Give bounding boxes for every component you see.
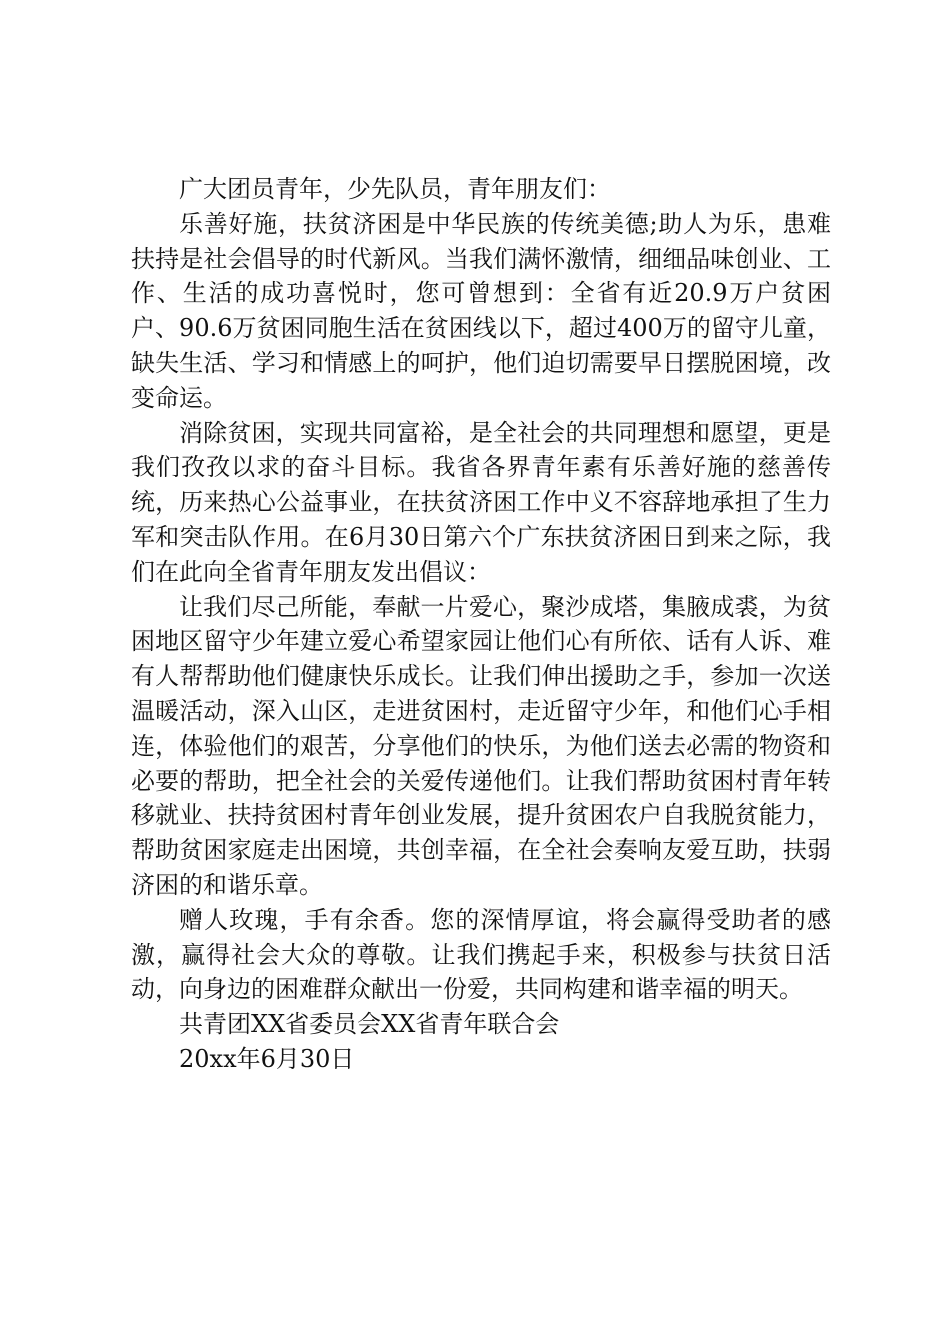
paragraph-1: 乐善好施，扶贫济困是中华民族的传统美德;助人为乐，患难扶持是社会倡导的时代新风。当我们满怀激情，细细品味创业、工作、生活的成功喜悦时，您可曾想到：全省有近20.9万户贫困户、90.6万贫困同胞生活在贫困线以下，超过400万的留守儿童，缺失生活、学习和情感上的呵护，他们迫切需要早日摆脱困境，改变命运。 — [131, 209, 831, 412]
paragraph-2: 消除贫困，实现共同富裕，是全社会的共同理想和愿望，更是我们孜孜以求的奋斗目标。我省各界青年素有乐善好施的慈善传统，历来热心公益事业，在扶贫济困工作中义不容辞地承担了生力军和突击队作用。在6月30日第六个广东扶贫济困日到来之际，我们在此向全省青年朋友发出倡议： — [131, 418, 831, 586]
date: 20xx年6月30日 — [179, 1044, 355, 1073]
signature: 共青团XX省委员会XX省青年联合会 — [179, 1010, 560, 1039]
paragraph-3: 让我们尽己所能，奉献一片爱心，聚沙成塔，集腋成裘，为贫困地区留守少年建立爱心希望家园让他们心有所依、话有人诉、难有人帮帮助他们健康快乐成长。让我们伸出援助之手，参加一次送温暖活动，深入山区，走进贫困村，走近留守少年，和他们心手相连，体验他们的艰苦，分享他们的快乐，为他们送去必需的物资和必要的帮助，把全社会的关爱传递他们。让我们帮助贫困村青年转移就业、扶持贫困村青年创业发展，提升贫困农户自我脱贫能力，帮助贫困家庭走出困境，共创幸福，在全社会奏响友爱互助，扶弱济困的和谐乐章。 — [131, 592, 831, 899]
salutation: 广大团员青年，少先队员，青年朋友们： — [179, 175, 611, 203]
document-body — [131, 172, 831, 1077]
paragraph-4: 赠人玫瑰，手有余香。您的深情厚谊，将会赢得受助者的感激，赢得社会大众的尊敬。让我们携起手来，积极参与扶贫日活动，向身边的困难群众献出一份爱，共同构建和谐幸福的明天。 — [131, 905, 831, 1004]
